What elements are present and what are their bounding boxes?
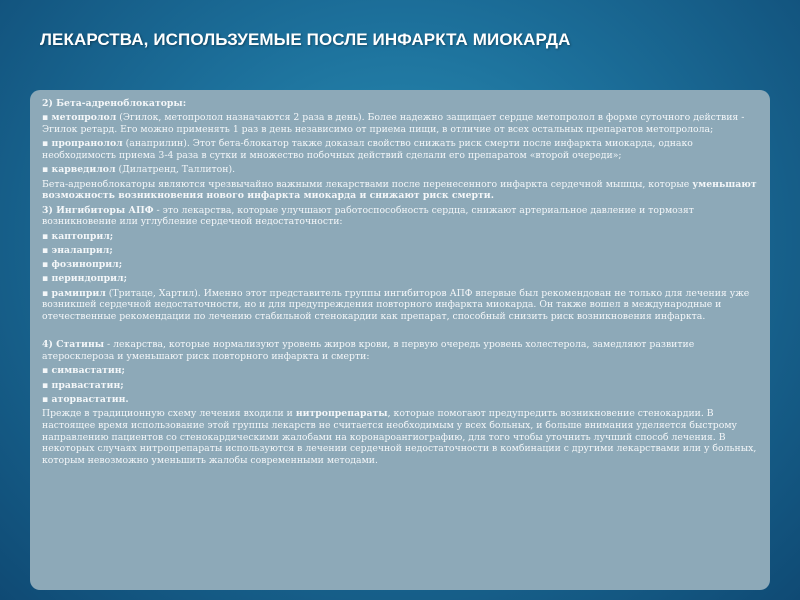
ace-item-perindopril: ▪ периндоприл;	[42, 273, 128, 285]
statin-item-simvastatin: ▪ симвастатин;	[42, 365, 125, 377]
beta-blockers-heading: 2) Бета-адреноблокаторы:	[42, 98, 187, 109]
ace-item-captopril: ▪ каптоприл;	[42, 230, 114, 242]
metoprolol-item: ▪ метопролол (Эгилок, метопролол назначаются 2 раза в день). Более надежно защищает сердце метопролол в форме суточного действия - Эгилок ретард. Его можно применять 1 раз в день независимо от приема пищи, в отличие от всех остальных препаратов метопролола;	[42, 112, 745, 135]
beta-blockers-summary: Бета-адреноблокаторы являются чрезвычайно важными лекарствами после перенесенного инфаркта сердечной мышцы, которые уменьшают возможность возникновения нового инфаркта миокарда и снижают риск смерти.	[42, 178, 757, 202]
propranolol-item: ▪ пропранолол (анаприлин). Этот бета-блокатор также доказал свойство снижать риск смерти после инфаркта миокарда, однако необходимость приема 3-4 раза в сутки и множество побочных действий сделали его препаратом «второй очереди»;	[42, 138, 693, 161]
section-spacer	[42, 325, 760, 339]
ramipril-item: ▪ рамиприл (Тритаце, Хартил). Именно этот представитель группы ингибиторов АПФ впервые был рекомендован не только для лечения уже возникшей сердечной недостаточности, но и для предупреждения повторного инфаркта миокарда. Он также вошел в международные и отечественные рекомендации по лечению стабильной стенокардии как препарат, способный снизить риск возникновения инфаркта.	[42, 287, 750, 323]
statin-item-atorvastatin: ▪ аторвастатин.	[42, 394, 129, 406]
nitrates-paragraph: Прежде в традиционную схему лечения входили и нитропрепараты, которые помогают предупредить возникновение стенокардии. В настоящее время использование этой группы лекарств не считается необходимым у всех больных, и больше внимания уделяется быстрому направлению пациентов со стенокардическими жалобами на коронароангиографию, для того чтобы уточнить лучший способ лечения. В некоторых случаях нитропрепараты используются в лечении сердечной недостаточности в комбинации с другими лекарствами или у больных, которым невозможно уменьшить жалобы современными методами.	[42, 408, 757, 467]
ace-inhibitors-intro: 3) Ингибиторы АПФ - это лекарства, которые улучшают работоспособность сердца, снижают артериальное давление и тормозят возникновение или углубление сердечной недостаточности:	[42, 204, 694, 228]
content-box	[30, 90, 770, 590]
ace-item-enalapril: ▪ эналаприл;	[42, 244, 113, 256]
statin-item-pravastatin: ▪ правастатин;	[42, 379, 124, 391]
slide-title: ЛЕКАРСТВА, ИСПОЛЬЗУЕМЫЕ ПОСЛЕ ИНФАРКТА МИОКАРДА	[40, 30, 571, 49]
carvedilol-item: ▪ карведилол (Дилатренд, Таллитон).	[42, 164, 236, 176]
statins-intro: 4) Статины - лекарства, которые нормализуют уровень жиров крови, в первую очередь уровень холестерола, замедляют развитие атеросклероза и уменьшают риск повторного инфаркта и смерти:	[42, 339, 695, 363]
ace-item-fosinopril: ▪ фозиноприл;	[42, 259, 123, 271]
